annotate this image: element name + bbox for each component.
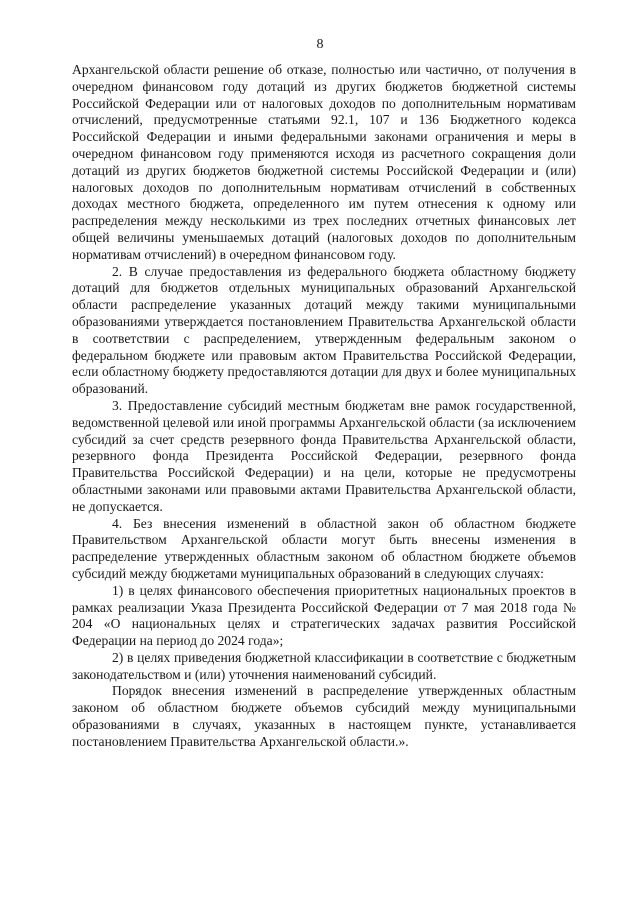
subitem-2: 2) в целях приведения бюджетной классификации в соответствие с бюджетным законодательством и (или) уточнения наименований субсидий. <box>72 649 576 682</box>
paragraph-item-3: 3. Предоставление субсидий местным бюджетам вне рамок государственной, ведомственной целевой или иной программы Архангельской области (за исключением субсидий за счет средств резервного фонда Правительства Архангельской области, резервного фонда Президента Российской Федерации, резервного фонда Правительства Российской Федерации) и на цели, которые не предусмотрены областными законами или правовыми актами Правительства Архангельской области, не допускается. <box>72 397 576 514</box>
paragraph-continuation: Архангельской области решение об отказе, полностью или частично, от получения в очередном финансовом году дотаций из других бюджетов бюджетной системы Российской Федерации или от налоговых доходов по дополнительным нормативам отчислений, предусмотренные статьями 92.1, 107 и 136 Бюджетного кодекса Российской Федерации и иными федеральными законами ограничения и меры в очередном финансовом году применяются исходя из расчетного сокращения доли дотаций из других бюджетов бюджетной системы Российской Федерации и (или) налоговых доходов по дополнительным нормативам отчислений в собственных доходах местного бюджета, определенного им путем отнесения к одному или распределения между несколькими из трех последних отчетных финансовых лет общей величины уменьшаемых дотаций (налоговых доходов по дополнительным нормативам отчислений) в очередном финансовом году. <box>72 62 576 262</box>
paragraph-item-4: 4. Без внесения изменений в областной закон об областном бюджете Правительством Архангельской области могут быть внесены изменения в распределение утвержденных областным законом об областном бюджете объемов субсидий между бюджетами муниципальных образований в следующих случаях: <box>72 515 576 581</box>
document-body <box>72 62 576 751</box>
page-number: 8 <box>316 37 324 52</box>
subitem-1: 1) в целях финансового обеспечения приоритетных национальных проектов в рамках реализации Указа Президента Российской Федерации от 7 мая 2018 года № 204 «О национальных целях и стратегических задачах развития Российской Федерации на период до 2024 года»; <box>72 582 576 649</box>
paragraph-procedure: Порядок внесения изменений в распределение утвержденных областным законом об областном бюджете объемов субсидий между муниципальными образованиями в случаях, указанных в настоящем пункте, устанавливается постановлением Правительства Архангельской области.». <box>72 683 576 749</box>
paragraph-item-2: 2. В случае предоставления из федерального бюджета областному бюджету дотаций для бюджетов отдельных муниципальных образований Архангельской области распределение указанных дотаций между такими муниципальными образованиями утверждается постановлением Правительства Архангельской области в соответствии с распределением, утвержденным федеральным законом о федеральном бюджете или правовым актом Правительства Российской Федерации, если областному бюджету предоставляются дотации для двух и более муниципальных образований. <box>72 263 576 397</box>
